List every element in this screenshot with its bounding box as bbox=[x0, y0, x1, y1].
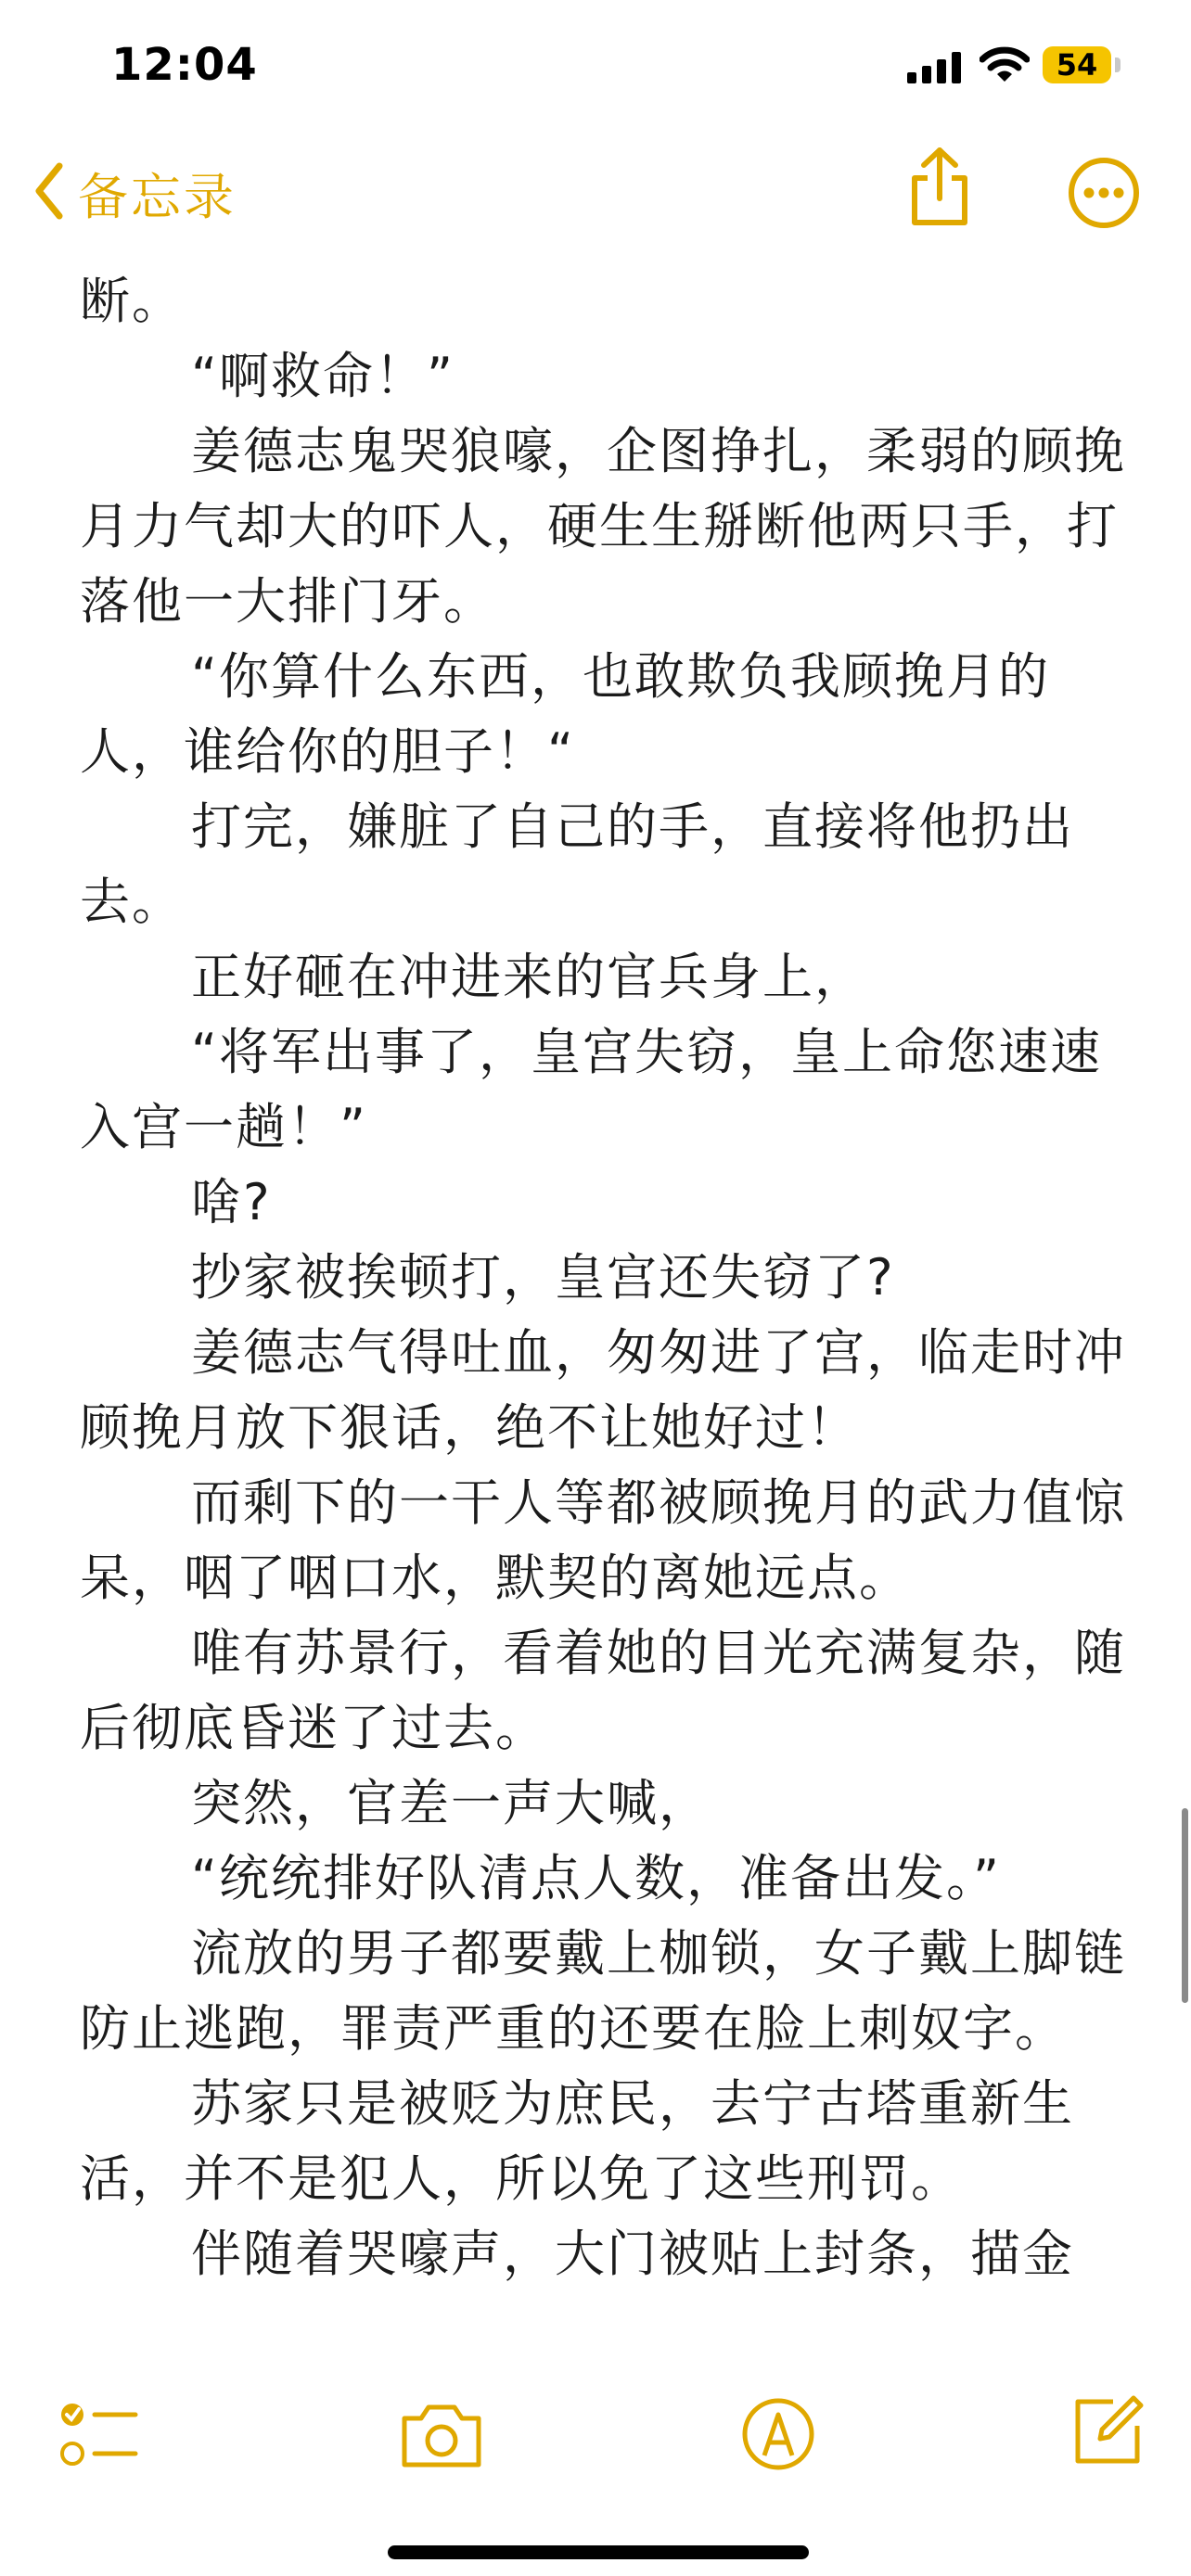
note-paragraph: 流放的男子都要戴上枷锁，女子戴上脚链防止逃跑，罪责严重的还要在脸上刺奴字。 bbox=[80, 1924, 1126, 2058]
note-paragraph: 姜德志气得吐血，匆匆进了宫，临走时冲顾挽月放下狠话，绝不让她好过！ bbox=[80, 1323, 1126, 1457]
note-body[interactable] bbox=[80, 263, 1137, 2291]
note-paragraph: “统统排好队清点人数，准备出发。” bbox=[191, 1849, 1001, 1907]
checklist-icon bbox=[58, 2398, 141, 2474]
note-paragraph: “你算什么东西，也敢欺负我顾挽月的人，谁给你的胆子！“ bbox=[80, 647, 1050, 781]
note-paragraph: 苏家只是被贬为庶民，去宁古塔重新生活，并不是犯人，所以免了这些刑罚。 bbox=[80, 2074, 1074, 2208]
note-paragraph: 打完，嫌脏了自己的手，直接将他扔出去。 bbox=[80, 797, 1074, 931]
camera-button[interactable] bbox=[399, 2402, 484, 2474]
note-paragraph: 正好砸在冲进来的官兵身上， bbox=[191, 948, 866, 1006]
status-bar bbox=[0, 0, 1191, 139]
more-button[interactable] bbox=[1067, 156, 1141, 234]
checklist-button[interactable] bbox=[58, 2398, 141, 2478]
battery-nub bbox=[1115, 57, 1121, 72]
chevron-left-icon bbox=[33, 162, 65, 223]
share-icon bbox=[905, 145, 974, 228]
share-button[interactable] bbox=[905, 145, 974, 232]
bottom-toolbar bbox=[0, 2355, 1191, 2576]
note-paragraph: 啥? bbox=[191, 1173, 272, 1231]
markup-button[interactable] bbox=[740, 2396, 816, 2476]
note-paragraph: 突然，官差一声大喊， bbox=[191, 1774, 711, 1832]
scroll-indicator[interactable] bbox=[1182, 1808, 1188, 2003]
status-time: 12:04 bbox=[111, 39, 258, 91]
more-icon bbox=[1067, 156, 1141, 230]
wifi-icon bbox=[980, 46, 1030, 87]
note-paragraph: “啊救命！” bbox=[191, 347, 455, 405]
note-paragraph: 抄家被挨顿打，皇宫还失窃了? bbox=[191, 1248, 895, 1307]
note-paragraph: 断。 bbox=[80, 272, 184, 330]
note-paragraph: “将军出事了，皇宫失窃，皇上命您速速入宫一趟！” bbox=[80, 1023, 1102, 1156]
note-paragraph: 姜德志鬼哭狼嚎，企图挣扎，柔弱的顾挽月力气却大的吓人，硬生生掰断他两只手，打落他一大排门牙。 bbox=[80, 422, 1126, 631]
note-paragraph: 唯有苏景行，看着她的目光充满复杂，随后彻底昏迷了过去。 bbox=[80, 1624, 1126, 1757]
home-indicator[interactable] bbox=[388, 2545, 809, 2559]
back-label: 备忘录 bbox=[78, 167, 237, 226]
back-button[interactable] bbox=[33, 158, 237, 228]
note-paragraph: 伴随着哭嚎声，大门被贴上封条，描金 bbox=[191, 2225, 1074, 2283]
note-paragraph: 而剩下的一干人等都被顾挽月的武力值惊呆，咽了咽口水，默契的离她远点。 bbox=[80, 1473, 1126, 1607]
compose-button[interactable] bbox=[1069, 2392, 1146, 2474]
camera-icon bbox=[399, 2402, 484, 2470]
signal-icon bbox=[907, 52, 965, 87]
compose-icon bbox=[1069, 2392, 1146, 2470]
nav-bar bbox=[0, 139, 1191, 247]
battery-icon: 54 bbox=[1043, 46, 1111, 83]
markup-icon bbox=[740, 2396, 816, 2472]
